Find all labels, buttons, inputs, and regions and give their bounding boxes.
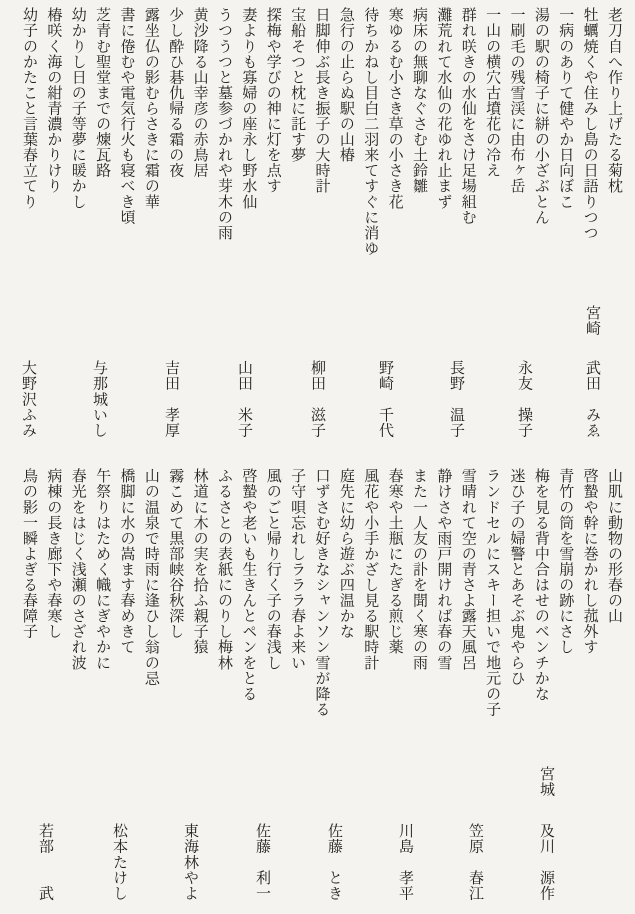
poem-column: 迷ひ子の婦警とあそぶ鬼やらひ bbox=[508, 468, 527, 686]
author-name: 大野沢ふみ bbox=[20, 360, 38, 438]
poem-column: 春光をはじく浅瀬のさざれ波 bbox=[69, 468, 88, 671]
author-name: 山田 米子 bbox=[236, 360, 254, 438]
author-name: 吉田 孝厚 bbox=[163, 360, 181, 438]
poem-column: 春寒や土瓶にたぎる煎じ薬 bbox=[386, 468, 405, 655]
author-name: 及川 源作 bbox=[538, 823, 556, 901]
poem-column: 宝船そつと枕に託す夢 bbox=[289, 7, 308, 163]
poem-column: 幼子のかたこと言葉春立てり bbox=[21, 7, 39, 210]
poem-column: 椿咲く海の紺青濃かりけり bbox=[45, 7, 64, 194]
poem-column: 少し酔ひ碁仇帰る霜の夜 bbox=[167, 7, 186, 179]
poem-column: 庭先に幼ら遊ぶ四温かな bbox=[337, 468, 356, 640]
poem-column: 山肌に動物の形春の山 bbox=[606, 468, 624, 624]
author-name: 川島 孝平 bbox=[397, 823, 415, 901]
poem-column: 待ちかねし目白二羽来てすぐに消ゆ bbox=[362, 7, 381, 256]
poem-columns-bottom bbox=[18, 468, 627, 768]
author-name: 東海林やよ bbox=[182, 823, 200, 901]
poem-column: 橋脚に水の嵩ます春めきて bbox=[118, 468, 137, 655]
poem-columns-top bbox=[18, 7, 627, 307]
poem-column: うつうつと墓参づかれや芽木の雨 bbox=[216, 7, 234, 241]
poem-column: 灘荒れて水仙の花ゆれ止まず bbox=[435, 7, 454, 210]
poem-column: 青竹の筒を雪崩の跡にさし bbox=[557, 468, 576, 655]
poem-column: 病棟の長き廊下や春寒し bbox=[45, 468, 64, 640]
poem-column: 寒ゆるむ小さき草の小さき花 bbox=[386, 7, 405, 210]
poem-column: 一刷毛の残雪渓に由布ヶ岳 bbox=[508, 7, 527, 194]
author-name: 佐藤 とき bbox=[326, 823, 344, 901]
region-label-top: 宮崎 bbox=[584, 305, 602, 337]
author-name: 武田 みゑ bbox=[584, 360, 602, 438]
poem-column: 書に倦むや電気行火も寝べき頃 bbox=[118, 7, 137, 225]
poem-column: 黄沙降る山幸彦の赤鳥居 bbox=[191, 7, 210, 179]
poem-column: また一人友の訃を聞く寒の雨 bbox=[411, 468, 429, 671]
poem-column: 病床の無聊なぐさむ土鈴雛 bbox=[411, 7, 429, 194]
poem-column: 雪晴れて空の青さよ露天風呂 bbox=[459, 468, 478, 671]
poem-column: 幼かりし日の子等夢に暖かし bbox=[69, 7, 88, 210]
author-name: 笠原 春江 bbox=[467, 823, 485, 901]
poem-column: 妻よりも寡婦の座永し野水仙 bbox=[240, 7, 259, 210]
author-name: 野崎 千代 bbox=[377, 360, 395, 438]
poem-column: 湯の駅の椅子に絣の小ざぶとん bbox=[532, 7, 551, 225]
poem-column: 老刀自へ作り上げたる菊枕 bbox=[606, 7, 624, 194]
poem-column: 梅を見る背中合はせのベンチかな bbox=[532, 468, 551, 702]
poem-column: 静けさや雨戸開ければ春の雪 bbox=[435, 468, 454, 671]
poem-column: 風のごと帰り行く子の春浅し bbox=[264, 468, 283, 671]
poem-column: 午祭りはためく幟にぎやかに bbox=[94, 468, 113, 671]
author-name: 与那城いし bbox=[91, 360, 109, 438]
poem-column: 山の温泉で時雨に逢ひし翁の忌 bbox=[142, 468, 161, 686]
poem-column: 牡蠣焼くや住みし島の日語りつつ bbox=[581, 7, 600, 241]
author-name: 長野 温子 bbox=[448, 360, 466, 438]
poem-column: 芝青む聖堂までの煉瓦路 bbox=[94, 7, 113, 179]
poem-column: 啓蟄や老いも生きんとペンをとる bbox=[240, 468, 259, 702]
poem-column: 日脚伸ぶ長き振子の大時計 bbox=[313, 7, 332, 194]
poem-column: 林道に木の実を拾ふ親子猿 bbox=[191, 468, 210, 655]
poem-column: 露坐仏の影むらさきに霜の華 bbox=[142, 7, 161, 210]
poem-column: 子守唄忘れしラララ春よ来い bbox=[289, 468, 308, 671]
poem-column: ふるさとの表紙にのりし梅林 bbox=[216, 468, 234, 671]
poem-column: 一山の横穴古墳花の冷え bbox=[484, 7, 503, 179]
author-name: 佐藤 利一 bbox=[254, 823, 272, 901]
author-name: 若部 武 bbox=[37, 823, 55, 901]
poem-column: 風花や小手かざし見る駅時計 bbox=[362, 468, 381, 671]
poem-column: 探梅や学びの神に灯を点す bbox=[264, 7, 283, 194]
author-name: 松本たけし bbox=[111, 823, 129, 901]
poem-column: 口ずさむ好きなシャンソン雪が降る bbox=[313, 468, 332, 717]
poem-column: 群れ咲きの水仙をさけ足場組む bbox=[459, 7, 478, 225]
poem-column: 霧こめて黒部峡谷秋深し bbox=[167, 468, 186, 640]
poem-column: ランドセルにスキー担いで地元の子 bbox=[484, 468, 503, 717]
author-name: 柳田 滋子 bbox=[309, 360, 327, 438]
author-name: 永友 操子 bbox=[516, 360, 534, 438]
poem-column: 一病のありて健やか日向ぼこ bbox=[557, 7, 576, 210]
poem-column: 啓蟄や幹に巻かれし菰外す bbox=[581, 468, 600, 655]
poem-column: 急行の止らぬ駅の山椿 bbox=[337, 7, 356, 163]
poem-column: 鳥の影一瞬よぎる春障子 bbox=[21, 468, 39, 640]
region-label-bottom: 宮城 bbox=[538, 766, 556, 798]
